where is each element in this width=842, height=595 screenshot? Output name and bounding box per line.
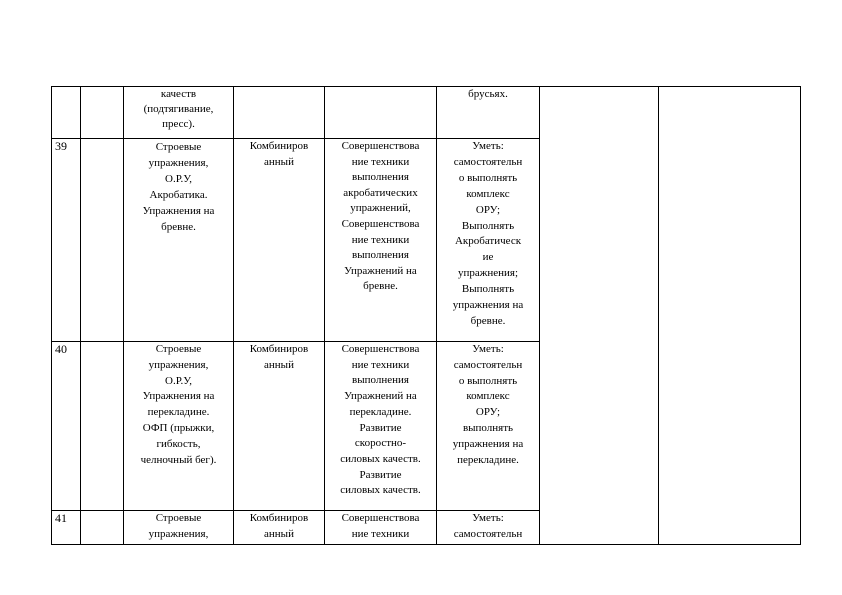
lesson-type: Комбиниров анный <box>234 139 325 342</box>
lesson-type: Комбиниров анный <box>234 511 325 545</box>
lesson-results: брусьях. <box>437 87 540 139</box>
date-cell <box>81 511 124 545</box>
lesson-tasks: Совершенствова ние техники <box>325 511 437 545</box>
lesson-results: Уметь: самостоятельн <box>437 511 540 545</box>
lesson-type <box>234 87 325 139</box>
lesson-tasks: Совершенствова ние техники выполнения акробатических упражнений, Совершенствова ние техники выполнения Упражнений на бревне. <box>325 139 437 342</box>
lesson-number: 40 <box>52 342 81 511</box>
lesson-tasks: Совершенствова ние техники выполнения Упражнений на перекладине. Развитие скоростно- силовых качеств. Развитие силовых качеств. <box>325 342 437 511</box>
extra-cell <box>659 87 801 545</box>
lesson-number <box>52 87 81 139</box>
lesson-topic: Строевые упражнения, <box>124 511 234 545</box>
lesson-tasks <box>325 87 437 139</box>
date-cell <box>81 342 124 511</box>
lesson-results: Уметь: самостоятельн о выполнять комплекс ОРУ; Выполнять Акробатическ ие упражнения; Выполнять упражнения на бревне. <box>437 139 540 342</box>
extra-cell <box>540 87 659 545</box>
lesson-topic: Строевые упражнения, О.Р.У, Упражнения на перекладине. ОФП (прыжки, гибкость, челночный бег). <box>124 342 234 511</box>
lesson-plan-table <box>51 86 801 545</box>
lesson-results: Уметь: самостоятельн о выполнять комплекс ОРУ; выполнять упражнения на перекладине. <box>437 342 540 511</box>
lesson-type: Комбиниров анный <box>234 342 325 511</box>
lesson-number: 39 <box>52 139 81 342</box>
date-cell <box>81 87 124 139</box>
lesson-topic: качеств (подтягивание, пресс). <box>124 87 234 139</box>
lesson-topic: Строевые упражнения, О.Р.У, Акробатика. Упражнения на бревне. <box>124 139 234 342</box>
table-row <box>52 87 801 139</box>
date-cell <box>81 139 124 342</box>
lesson-number: 41 <box>52 511 81 545</box>
